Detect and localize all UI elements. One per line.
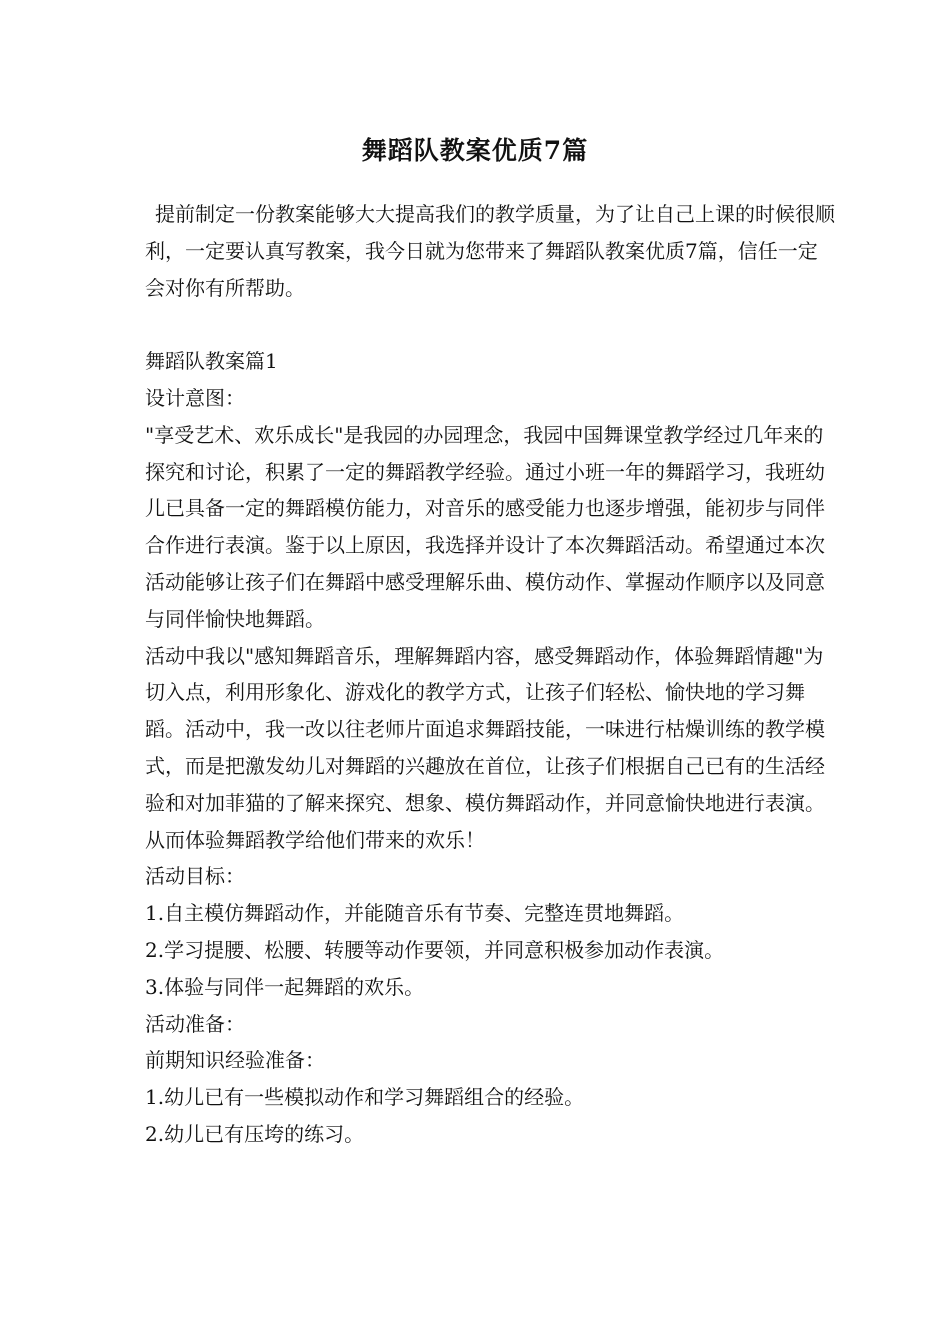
body-paragraph: 活动中我以"感知舞蹈音乐，理解舞蹈内容，感受舞蹈动作，体验舞蹈情趣"为切入点，利用形象化、游戏化的教学方式，让孩子们轻松、愉快地的学习舞蹈。活动中，我一改以往老师片面追求舞蹈技能，一味进行枯燥训练的教学模式，而是把激发幼儿对舞蹈的兴趣放在首位，让孩子们根据自己已有的生活经验和对加菲猫的了解来探究、想象、模仿舞蹈动作，并同意愉快地进行表演。从而体验舞蹈教学给他们带来的欢乐！ bbox=[145, 643, 825, 852]
document-body bbox=[145, 196, 835, 1153]
list-item: 1.自主模仿舞蹈动作，并能随音乐有节奏、完整连贯地舞蹈。 bbox=[145, 901, 685, 926]
list-item: 2.学习提腰、松腰、转腰等动作要领，并同意积极参加动作表演。 bbox=[145, 937, 725, 962]
document-title: 舞蹈队教案优质7篇 bbox=[361, 136, 589, 165]
body-paragraph: "享受艺术、欢乐成长"是我园的办园理念，我园中国舞课堂教学经过几年来的探究和讨论，积累了一定的舞蹈教学经验。通过小班一年的舞蹈学习，我班幼儿已具备一定的舞蹈模仿能力，对音乐的感受能力也逐步增强，能初步与同伴合作进行表演。鉴于以上原因，我选择并设计了本次舞蹈活动。希望通过本次活动能够让孩子们在舞蹈中感受理解乐曲、模仿动作、掌握动作顺序以及同意与同伴愉快地舞蹈。 bbox=[145, 422, 825, 631]
section-heading: 舞蹈队教案篇1 bbox=[145, 349, 278, 374]
subheading-design-intent: 设计意图： bbox=[145, 385, 245, 410]
subheading-activity-goals: 活动目标： bbox=[145, 864, 245, 889]
list-item: 2.幼儿已有压垮的练习。 bbox=[145, 1121, 365, 1146]
subheading-activity-prep: 活动准备： bbox=[145, 1011, 245, 1036]
subheading-prior-knowledge: 前期知识经验准备： bbox=[145, 1048, 325, 1073]
list-item: 3.体验与同伴一起舞蹈的欢乐。 bbox=[145, 974, 425, 999]
intro-paragraph: 提前制定一份教案能够大大提高我们的教学质量，为了让自己上课的时候很顺利，一定要认真写教案，我今日就为您带来了舞蹈队教案优质7篇，信任一定会对你有所帮助。 bbox=[145, 202, 835, 300]
list-item: 1.幼儿已有一些模拟动作和学习舞蹈组合的经验。 bbox=[145, 1085, 585, 1110]
